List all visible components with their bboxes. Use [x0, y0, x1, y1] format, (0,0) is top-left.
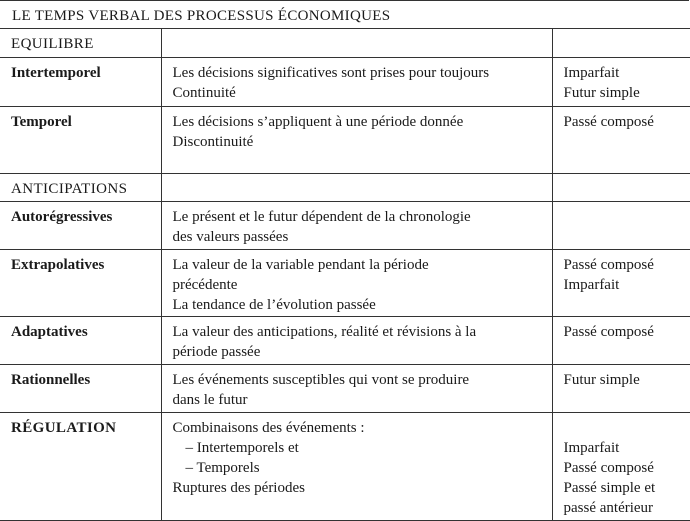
row-label-rationnelles: Rationnelles — [0, 365, 161, 413]
row-tense-intertemporel: Imparfait Futur simple — [552, 58, 690, 107]
row-tense-extrapolatives: Passé composé Imparfait — [552, 250, 690, 317]
section-row-anticipations — [0, 174, 690, 202]
table-row — [0, 58, 690, 107]
row-desc-extrapolatives: La valeur de la variable pendant la période précédente La tendance de l’évolution passée — [161, 250, 552, 317]
empty-cell — [161, 29, 552, 58]
empty-cell — [161, 174, 552, 202]
table-row — [0, 250, 690, 317]
row-label-autoregressives: Autorégressives — [0, 202, 161, 250]
table-row — [0, 365, 690, 413]
row-desc-regulation: Combinaisons des événements : – Intertemporels et – Temporels Ruptures des périodes — [161, 413, 552, 521]
table-row — [0, 317, 690, 365]
section-label-equilibre: EQUILIBRE — [0, 29, 161, 58]
row-desc-temporel: Les décisions s’appliquent à une période donnée Discontinuité — [161, 107, 552, 174]
empty-cell — [552, 29, 690, 58]
section-label-anticipations: ANTICIPATIONS — [0, 174, 161, 202]
row-tense-regulation: Imparfait Passé composé Passé simple et passé antérieur — [552, 413, 690, 521]
table-title: LE TEMPS VERBAL DES PROCESSUS ÉCONOMIQUES — [12, 8, 391, 24]
row-label-regulation: RÉGULATION — [0, 413, 161, 521]
spacer — [564, 418, 680, 438]
row-tense-adaptatives: Passé composé — [552, 317, 690, 365]
row-desc-autoregressives: Le présent et le futur dépendent de la chronologie des valeurs passées — [161, 202, 552, 250]
row-tense-autoregressives — [552, 202, 690, 250]
row-desc-rationnelles: Les événements susceptibles qui vont se produire dans le futur — [161, 365, 552, 413]
table-row — [0, 202, 690, 250]
row-label-extrapolatives: Extrapolatives — [0, 250, 161, 317]
row-label-intertemporel: Intertemporel — [0, 58, 161, 107]
table-row — [0, 107, 690, 174]
tense-grid — [0, 28, 690, 521]
row-label-adaptatives: Adaptatives — [0, 317, 161, 365]
table-row — [0, 413, 690, 521]
row-tense-temporel: Passé composé — [552, 107, 690, 174]
row-tense-rationnelles: Futur simple — [552, 365, 690, 413]
table-title-row — [0, 0, 689, 29]
section-row-equilibre — [0, 29, 690, 58]
row-label-temporel: Temporel — [0, 107, 161, 174]
row-desc-intertemporel: Les décisions significatives sont prises pour toujours Continuité — [161, 58, 552, 107]
row-desc-adaptatives: La valeur des anticipations, réalité et révisions à la période passée — [161, 317, 552, 365]
empty-cell — [552, 174, 690, 202]
